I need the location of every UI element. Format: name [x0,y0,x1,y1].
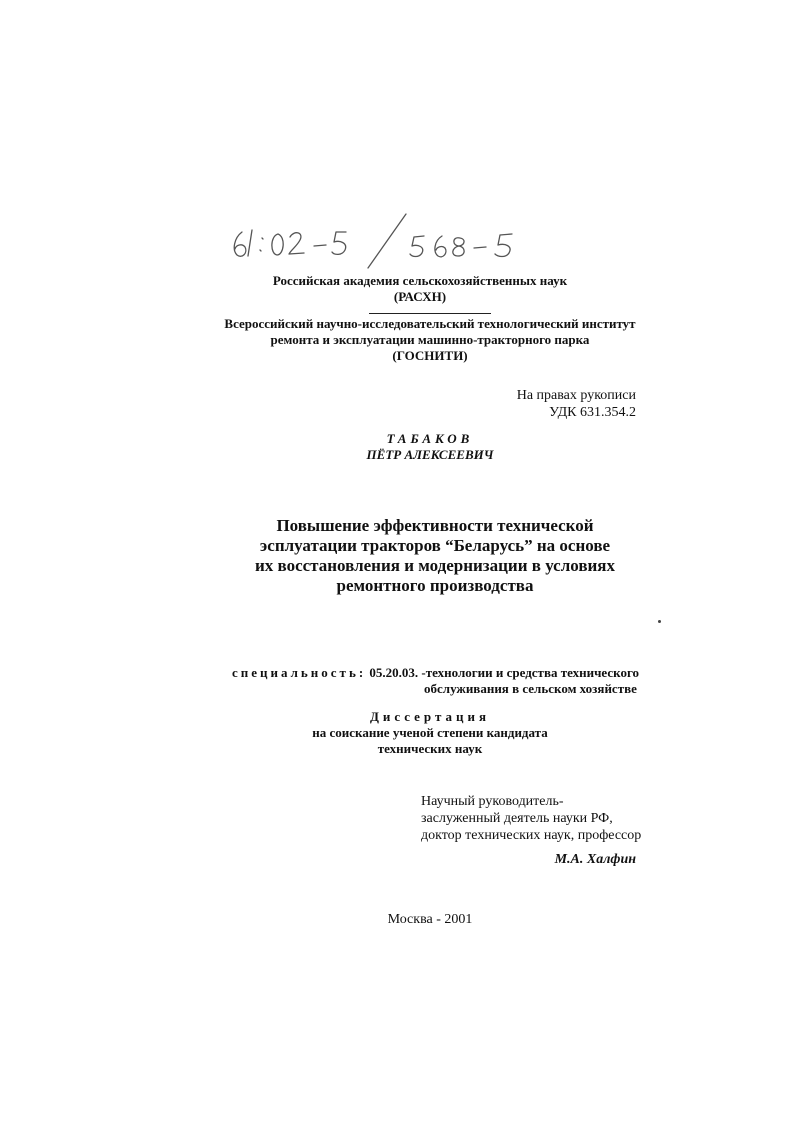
title-line: их восстановления и модернизации в условиях [254,556,615,575]
rights-block [470,387,636,421]
dissertation-label: Диссертация [369,709,491,724]
manuscript-rights: На правах рукописи [516,388,636,403]
title-line: Повышение эффективности технической [276,516,594,535]
city-year: Москва - 2001 [387,912,473,927]
academy-block [250,273,590,305]
advisor-line-3: доктор технических наук, профессор [421,828,642,843]
udc-code: УДК 631.354.2 [549,405,636,420]
divider-line [369,313,491,314]
title-line: эсплуатации тракторов “Беларусь” на основе [259,536,611,555]
advisor-line-1: Научный руководитель- [421,794,564,809]
specialty-label: специальность: [232,665,367,680]
dissertation-title [250,516,620,596]
scan-speck [658,620,661,623]
advisor-block [421,793,661,844]
dissertation-line-3: технических наук [377,741,483,756]
specialty-block [232,665,652,697]
advisor-name: М.А. Халфин [554,852,636,867]
institute-line-1: Всероссийский научно-исследовательский технологический институт [224,316,636,331]
institute-line-2: ремонта и эксплуатации машинно-тракторного парка [270,332,590,347]
institute-abbr: (ГОСНИТИ) [392,348,468,363]
specialty-code: 05.20.03. -технологии и средства технического [369,665,640,680]
specialty-line-2: обслуживания в сельском хозяйстве [424,681,637,696]
advisor-line-2: заслуженный деятель науки РФ, [421,811,613,826]
author-surname: ТАБАКОВ [386,431,474,446]
dissertation-block [300,709,560,757]
author-block [330,431,530,463]
dissertation-line-2: на соискание ученой степени кандидата [312,725,548,740]
title-line: ремонтного производства [336,576,534,595]
institute-block [190,316,670,364]
author-given-names: ПЁТР АЛЕКСЕЕВИЧ [366,447,494,462]
academy-name: Российская академия сельскохозяйственных наук [272,273,568,288]
academy-abbr: (РАСХН) [393,289,447,304]
handwritten-archive-number [228,210,538,272]
